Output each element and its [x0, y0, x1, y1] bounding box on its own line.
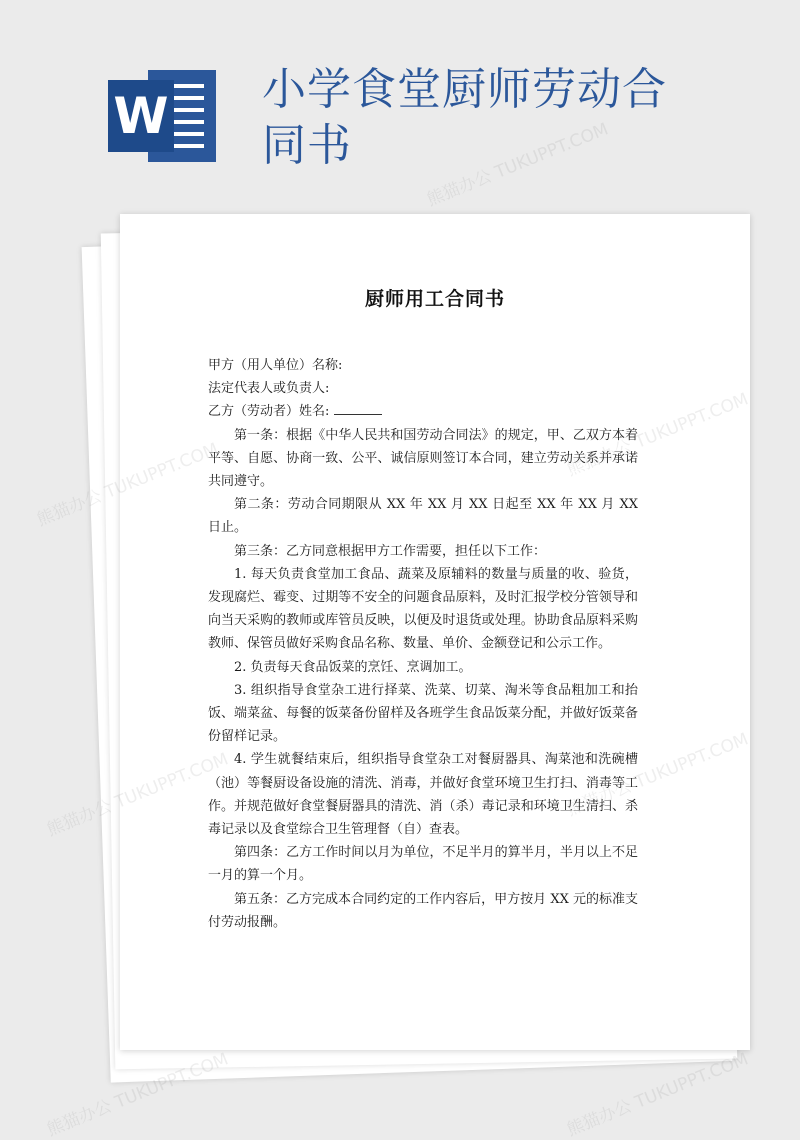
watermark: 熊猫办公 TUKUPPT.COM	[564, 1049, 752, 1140]
word-badge: W	[108, 80, 174, 152]
header	[0, 0, 800, 200]
clause-3: 第三条：乙方同意根据甲方工作需要，担任以下工作：	[234, 543, 547, 559]
duty-item-3: 3. 组织指导食堂杂工进行择菜、洗菜、切菜、淘米等食品粗加工和抬饭、端菜盆、每餐的饭菜备份留样及各班学生食品饭菜分配，并做好饭菜备份留样记录。	[208, 682, 638, 745]
watermark: 熊猫办公	[34, 486, 105, 531]
duty-item-4: 4. 学生就餐结束后，组织指导食堂杂工对餐厨器具、淘菜池和洗碗槽（池）等餐厨设备设施的清洗、消毒，并做好食堂环境卫生打扫、消毒等工作。并规范做好食堂餐厨器具的清洗、消（杀）毒记录和环境卫生清扫、杀毒记录以及食堂综合卫生管理督（自）查表。	[208, 752, 638, 838]
duty-item-2: 2. 负责每天食品饭菜的烹饪、烹调加工。	[234, 659, 472, 675]
clause-5: 第五条：乙方完成本合同约定的工作内容后，甲方按月 XX 元的标准支付劳动报酬。	[208, 891, 638, 930]
document-body	[208, 354, 638, 934]
representative-line: 法定代表人或负责人:	[208, 381, 330, 397]
name-blank	[334, 402, 382, 415]
party-a-line: 甲方（用人单位）名称:	[208, 358, 343, 373]
clause-4: 第四条：乙方工作时间以月为单位，不足半月的算半月，半月以上不足一月的算一个月。	[208, 845, 638, 884]
watermark: 熊猫办公	[44, 796, 115, 841]
word-logo-icon	[108, 70, 216, 162]
watermark: 熊猫办公 TUKUPPT.COM	[44, 1049, 232, 1140]
party-b-line	[208, 400, 638, 423]
duty-item-1: 1. 每天负责食堂加工食品、蔬菜及原辅料的数量与质量的收、验货，发现腐烂、霉变、过期等不安全的问题食品原料，及时汇报学校分管领导和向当天采购的教师或库管员反映，以便及时退货或处理。协助食品原料采购教师、保管员做好采购食品名称、数量、单价、金额登记和公示工作。	[208, 566, 638, 652]
party-b-label: 乙方（劳动者）姓名:	[208, 404, 330, 420]
clause-2: 第二条：劳动合同期限从 XX 年 XX 月 XX 日起至 XX 年 XX 月 XX 日止。	[208, 497, 638, 536]
document-page	[120, 214, 750, 1050]
watermark: 熊猫办公 TUKUPPT.COM	[424, 119, 612, 211]
clause-1: 第一条：根据《中华人民共和国劳动合同法》的规定，甲、乙双方本着平等、自愿、协商一致、公平、诚信原则签订本合同，建立劳动关系并承诺共同遵守。	[208, 427, 638, 490]
page-title: 小学食堂厨师劳动合同书	[262, 64, 667, 171]
document-title: 厨师用工合同书	[364, 288, 505, 310]
